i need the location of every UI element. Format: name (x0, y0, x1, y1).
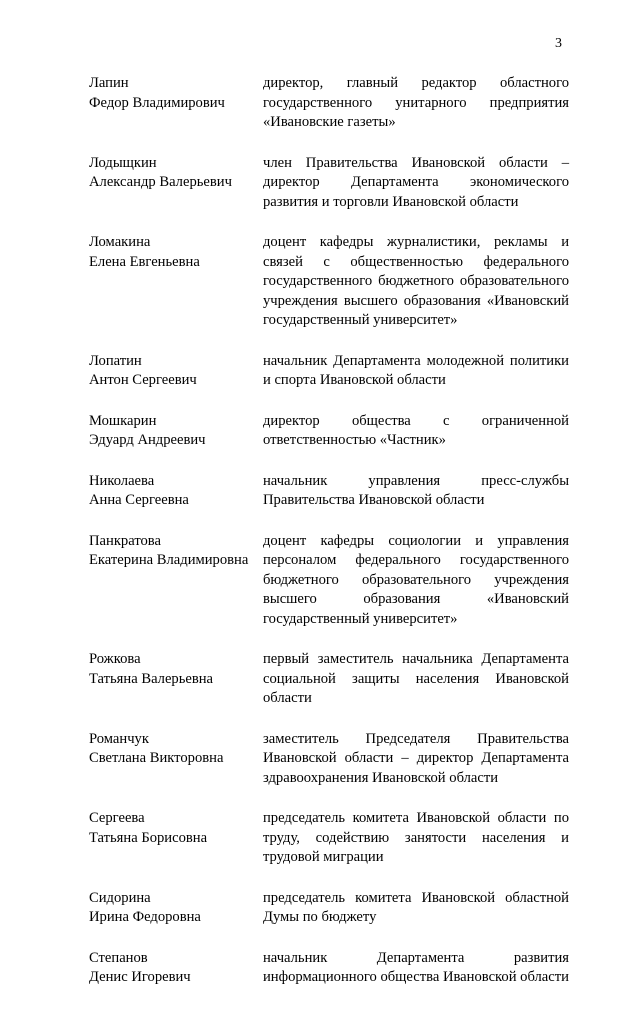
member-position: первый заместитель начальника Департамента социальной защиты населения Ивановской области (263, 651, 569, 706)
member-surname: Рожкова (89, 651, 141, 667)
member-name (89, 949, 263, 988)
member-entry (89, 949, 569, 988)
member-entry (89, 472, 569, 511)
member-given-names: Федор Владимирович (89, 94, 225, 111)
member-given-names: Татьяна Валерьевна (89, 670, 214, 687)
member-name (89, 412, 263, 451)
member-name (89, 532, 263, 630)
member-name (89, 809, 263, 868)
member-entry (89, 352, 569, 391)
member-position: доцент кафедры социологии и управления персоналом федерального государственного бюджетного образовательного учреждения высшего образования «Ивановский государственный университет» (263, 532, 569, 627)
member-surname: Николаева (89, 472, 155, 489)
member-position: председатель комитета Ивановской областной Думы по бюджету (263, 889, 569, 925)
member-surname: Лапин (89, 75, 129, 91)
member-position: начальник Департамента молодежной политики и спорта Ивановской области (263, 352, 569, 388)
member-position: председатель комитета Ивановской области по труду, содействию занятости населения и трудовой миграции (263, 810, 569, 865)
member-entry (89, 233, 569, 331)
member-surname: Степанов (89, 949, 148, 966)
member-given-names: Татьяна Борисовна (89, 829, 208, 846)
member-list (89, 74, 569, 1009)
member-entry (89, 809, 569, 868)
member-position: доцент кафедры журналистики, рекламы и связей с общественностью федерального государственного бюджетного образовательного учреждения высшего образования «Ивановский государственный университет» (263, 234, 569, 328)
member-name (89, 730, 263, 789)
member-given-names: Ирина Федоровна (89, 909, 201, 925)
member-given-names: Анна Сергеевна (89, 492, 189, 508)
member-entry (89, 154, 569, 213)
member-name (89, 472, 263, 511)
member-entry (89, 74, 569, 133)
member-name (89, 650, 263, 709)
member-given-names: Эдуард Андреевич (89, 432, 206, 448)
member-name (89, 352, 263, 391)
member-surname: Лодыщкин (89, 154, 157, 171)
member-given-names: Антон Сергеевич (89, 372, 197, 388)
member-surname: Сидорина (89, 889, 151, 906)
member-position: заместитель Председателя Правительства Ивановской области – директор Департамента здравоохранения Ивановской области (263, 730, 569, 786)
member-entry (89, 730, 569, 789)
member-surname: Панкратова (89, 532, 161, 549)
member-surname: Ломакина (89, 234, 151, 250)
member-position: директор общества с ограниченной ответственностью «Частник» (263, 412, 569, 448)
member-given-names: Денис Игоревич (89, 969, 191, 985)
member-position: начальник управления пресс-службы Правительства Ивановской области (263, 472, 569, 508)
member-given-names: Екатерина Владимировна (89, 552, 249, 568)
member-entry (89, 889, 569, 928)
page-number: 3 (555, 36, 562, 51)
member-name (89, 889, 263, 928)
member-given-names: Елена Евгеньевна (89, 253, 200, 270)
member-surname: Мошкарин (89, 412, 157, 429)
member-surname: Сергеева (89, 810, 145, 826)
member-name (89, 233, 263, 331)
member-surname: Лопатин (89, 352, 142, 369)
member-entry (89, 650, 569, 709)
member-surname: Романчук (89, 730, 149, 747)
member-given-names: Светлана Викторовна (89, 750, 224, 766)
member-entry (89, 532, 569, 630)
member-name (89, 74, 263, 133)
member-position: директор, главный редактор областного государственного унитарного предприятия «Ивановские газеты» (263, 75, 569, 130)
member-position: член Правительства Ивановской области – директор Департамента экономического развития и торговли Ивановской области (263, 154, 569, 210)
member-name (89, 154, 263, 213)
member-position: начальник Департамента развития информационного общества Ивановской области (263, 949, 569, 985)
member-entry (89, 412, 569, 451)
member-given-names: Александр Валерьевич (89, 174, 232, 190)
